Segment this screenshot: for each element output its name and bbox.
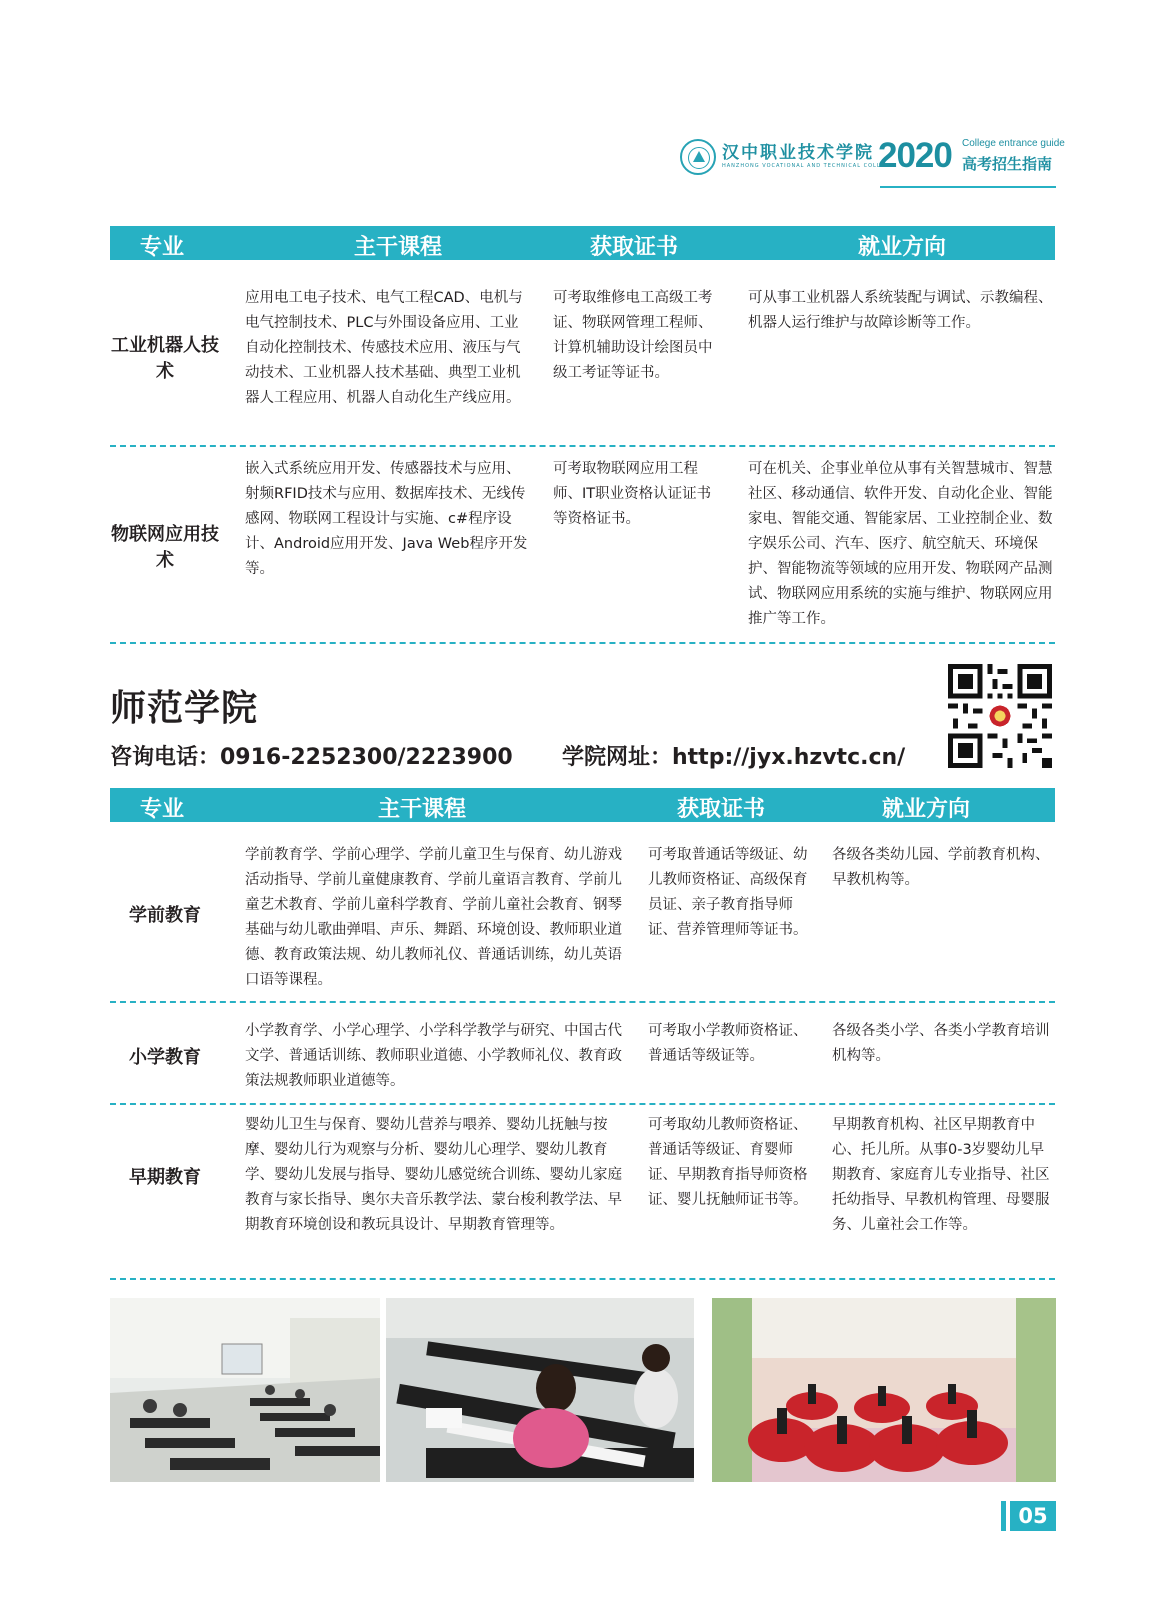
col-major: 专业 [140, 796, 185, 822]
contact-phone: 咨询电话：0916-2252300/2223900 [110, 745, 513, 770]
certificates-cell: 可考取普通话等级证、幼儿教师资格证、高级保育员证、亲子教育指导师证、营养管理师等证书。 [648, 847, 808, 938]
row-divider [110, 1278, 1055, 1280]
major-name: 小学教育 [129, 1047, 201, 1068]
col-courses: 主干课程 [354, 234, 443, 260]
page-number: 05 [1010, 1501, 1056, 1531]
guide-title-en: College entrance guide [962, 138, 1065, 149]
certificates-cell: 可考取物联网应用工程师、IT职业资格认证证书等资格证书。 [553, 461, 712, 527]
school-name-cn: 汉中职业技术学院 [722, 143, 874, 163]
col-certificates: 获取证书 [590, 234, 679, 260]
table2-header [110, 788, 1055, 822]
employment-cell: 各级各类幼儿园、学前教育机构、早教机构等。 [832, 847, 1050, 888]
col-employment: 就业方向 [858, 234, 947, 260]
col-courses: 主干课程 [378, 796, 467, 822]
courses-cell: 应用电工电子技术、电气工程CAD、电机与电气控制技术、PLC与外围设备应用、工业自动化控制技术、传感技术应用、液压与气动技术、工业机器人技术基础、典型工业机器人工程应用、机器人自动化生产线应用。 [245, 290, 523, 406]
row-divider [110, 1103, 1055, 1105]
courses-cell: 嵌入式系统应用开发、传感器技术与应用、射频RFID技术与应用、数据库技术、无线传感网、物联网工程设计与实施、c#程序设计、Android应用开发、Java Web程序开发等。 [245, 461, 528, 577]
major-name: 早期教育 [129, 1167, 201, 1188]
section-title: 师范学院 [110, 688, 259, 729]
col-employment: 就业方向 [882, 796, 971, 822]
music-classroom-photo [110, 1298, 380, 1482]
major-name: 物联网应用技术 [111, 524, 219, 571]
certificates-cell: 可考取幼儿教师资格证、普通话等级证、育婴师证、早期教育指导师资格证、婴儿抚触师证书等。 [648, 1117, 808, 1208]
courses-cell: 学前教育学、学前心理学、学前儿童卫生与保育、幼儿游戏活动指导、学前儿童健康教育、学前儿童语言教育、学前儿童艺术教育、学前儿童科学教育、学前儿童社会教育、钢琴基础与幼儿歌曲弹唱、声乐、舞蹈、环境创设、教师职业道德、教育政策法规、幼儿教师礼仪、普通话训练，幼儿英语口语等课程。 [245, 847, 622, 988]
school-seal-icon [680, 139, 716, 175]
dance-class-photo [712, 1298, 1056, 1482]
courses-cell: 小学教育学、小学心理学、小学科学教学与研究、中国古代文学、普通话训练、教师职业道德、小学教师礼仪、教育政策法规教师职业道德等。 [245, 1023, 622, 1089]
major-name: 学前教育 [129, 905, 201, 926]
page-number-accent [1001, 1501, 1006, 1531]
employment-cell: 早期教育机构、社区早期教育中心、托儿所。从事0-3岁婴幼儿早期教育、家庭育儿专业指导、社区托幼指导、早教机构管理、母婴服务、儿童社会工作等。 [832, 1117, 1050, 1233]
col-certificates: 获取证书 [677, 796, 766, 822]
header-underline [880, 186, 1056, 188]
row-divider [110, 642, 1055, 644]
qr-code-icon [948, 664, 1052, 768]
school-name-en: HANZHONG VOCATIONAL AND TECHNICAL COLLEGE [722, 163, 894, 169]
certificates-cell: 可考取维修电工高级工考证、物联网管理工程师、计算机辅助设计绘图员中级工考证等证书。 [553, 290, 713, 381]
col-major: 专业 [140, 234, 185, 260]
employment-cell: 可在机关、企事业单位从事有关智慧城市、智慧社区、移动通信、软件开发、自动化企业、智能家电、智能交通、智能家居、工业控制企业、数字娱乐公司、汽车、医疗、航空航天、环境保护、智能物流等领域的应用开发、物联网产品测试、物联网应用系统的实施与维护、物联网应用推广等工作。 [748, 461, 1053, 627]
row-divider [110, 1001, 1055, 1003]
employment-cell: 可从事工业机器人系统装配与调试、示教编程、机器人运行维护与故障诊断等工作。 [748, 290, 1053, 331]
table1-header [110, 226, 1055, 260]
courses-cell: 婴幼儿卫生与保育、婴幼儿营养与喂养、婴幼儿抚触与按摩、婴幼儿行为观察与分析、婴幼儿心理学、婴幼儿教育学、婴幼儿发展与指导、婴幼儿感觉统合训练、婴幼儿家庭教育与家长指导、奥尔夫音乐教学法、蒙台梭利教学法、早期教育环境创设和教玩具设计、早期教育管理等。 [245, 1117, 622, 1233]
employment-cell: 各级各类小学、各类小学教育培训机构等。 [832, 1023, 1050, 1064]
certificates-cell: 可考取小学教师资格证、普通话等级证等。 [648, 1023, 808, 1064]
row-divider [110, 445, 1055, 447]
piano-lab-photo [386, 1298, 694, 1482]
major-name: 工业机器人技术 [111, 335, 219, 382]
guide-title-cn: 高考招生指南 [962, 155, 1053, 173]
contact-website[interactable]: 学院网址：http://jyx.hzvtc.cn/ [562, 745, 906, 770]
guide-year: 2020 [878, 136, 952, 175]
header-logo [680, 136, 1065, 182]
